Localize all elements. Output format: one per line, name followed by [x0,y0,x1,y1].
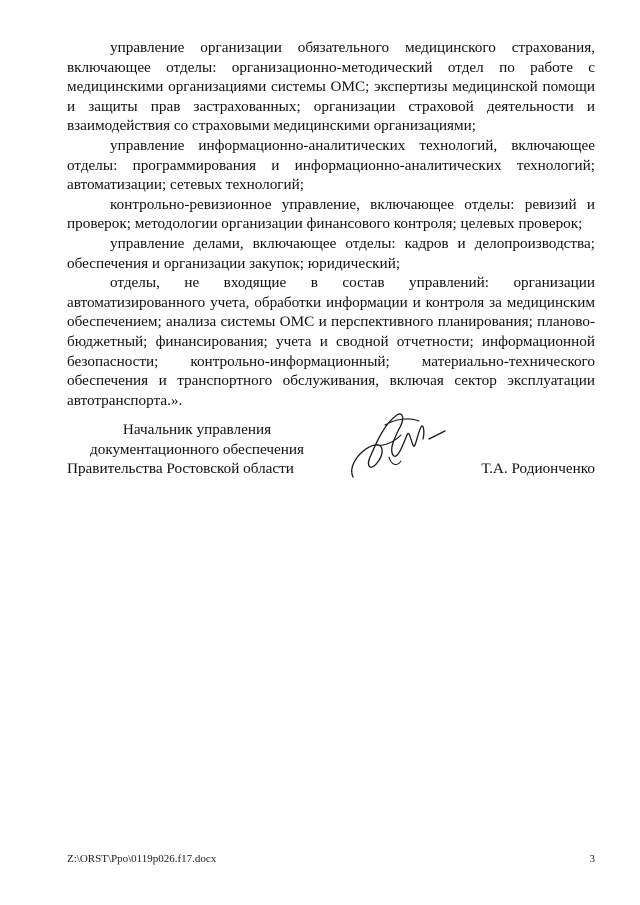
paragraph-audit-department: контрольно-ревизионное управление, включающее отделы: ревизий и проверок; методологии организации финансового контроля; целевых проверок; [67,195,595,233]
page-number: 3 [589,853,595,865]
paragraph-oms-department: управление организации обязательного медицинского страхования, включающее отделы: организационно-методический отдел по работе с медицинскими организациями системы ОМС; экспертизы медицинской помощи и защиты прав застрахованных; организации страховой деятельности и взаимодействия со страховыми медицинскими организациями; [67,39,595,135]
paragraph-standalone-departments: отделы, не входящие в состав управлений: организации автоматизированного учета, обработки информации и контроля за медицинским обеспечением; анализа системы ОМС и перспективного планирования; планово-бюджетный; финансирования; учета и сводной отчетности; информационной безопасности; контрольно-информационный; материально-технического обеспечения и транспортного обслуживания, включая сектор эксплуатации автотранспорта.». [67,274,595,409]
signer-position-line-3: Правительства Ростовской области [67,460,294,478]
paragraph-administration-department: управление делами, включающее отделы: кадров и делопроизводства; обеспечения и организации закупок; юридический; [67,234,595,272]
signer-name: Т.А. Родионченко [481,460,595,477]
signer-position [67,420,327,479]
signer-position-line-2: документационного обеспечения [90,440,304,458]
paragraph-it-department: управление информационно-аналитических технологий, включающее отделы: программирования и информационно-аналитических технологий; автоматизации; сетевых технологий; [67,136,595,194]
signer-position-line-1: Начальник управления [122,421,272,438]
document-body [67,38,595,410]
handwritten-signature [345,405,455,485]
footer-file-path: Z:\ORST\Ppo\0119p026.f17.docx [67,853,217,865]
